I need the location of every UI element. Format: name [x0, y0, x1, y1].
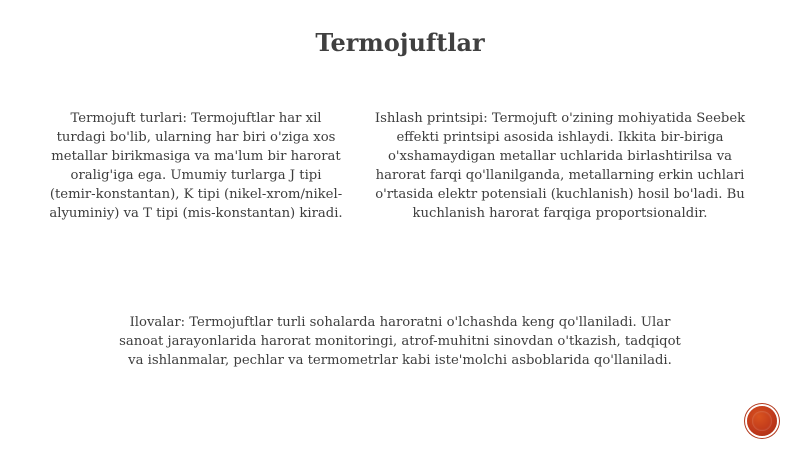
- slide-title: Termojuftlar: [315, 28, 485, 57]
- working-principle-text: Ishlash printsipi: Termojuft o'zining mohiyatida Seebek effekti printsipi asosida ishlaydi. Ikkita bir-biriga o'xshamaydigan metallar uchlarida birlashtirilsa va harorat farqi qo'llanilganda, metallarning erkin uchlari o'rtasida elektr potensiali (kuchlanish) hosil bo'ladi. Bu kuchlanish harorat farqiga proportsionaldir.: [374, 111, 746, 221]
- circle-nav-icon[interactable]: [747, 406, 777, 436]
- applications-text: Ilovalar: Termojuftlar turli sohalarda haroratni o'lchashda keng qo'llaniladi. Ular sanoat jarayonlarida harorat monitoringi, atrof-muhitni sinovdan o'tkazish, tadqiqot va ishlanmalar, pechlar va termometrlar kabi iste'molchi asboblarida qo'llaniladi.: [119, 315, 681, 368]
- nav-ring: [752, 411, 772, 431]
- thermocouple-types-text: Termojuft turlari: Termojuftlar har xil turdagi bo'lib, ularning har biri o'ziga xos metallar birikmasiga va ma'lum bir harorat oralig'iga ega. Umumiy turlarga J tipi (temir-konstantan), K tipi (nikel-xrom/nikel-alyuminiy) va T tipi (mis-konstantan) kiradi.: [49, 111, 343, 221]
